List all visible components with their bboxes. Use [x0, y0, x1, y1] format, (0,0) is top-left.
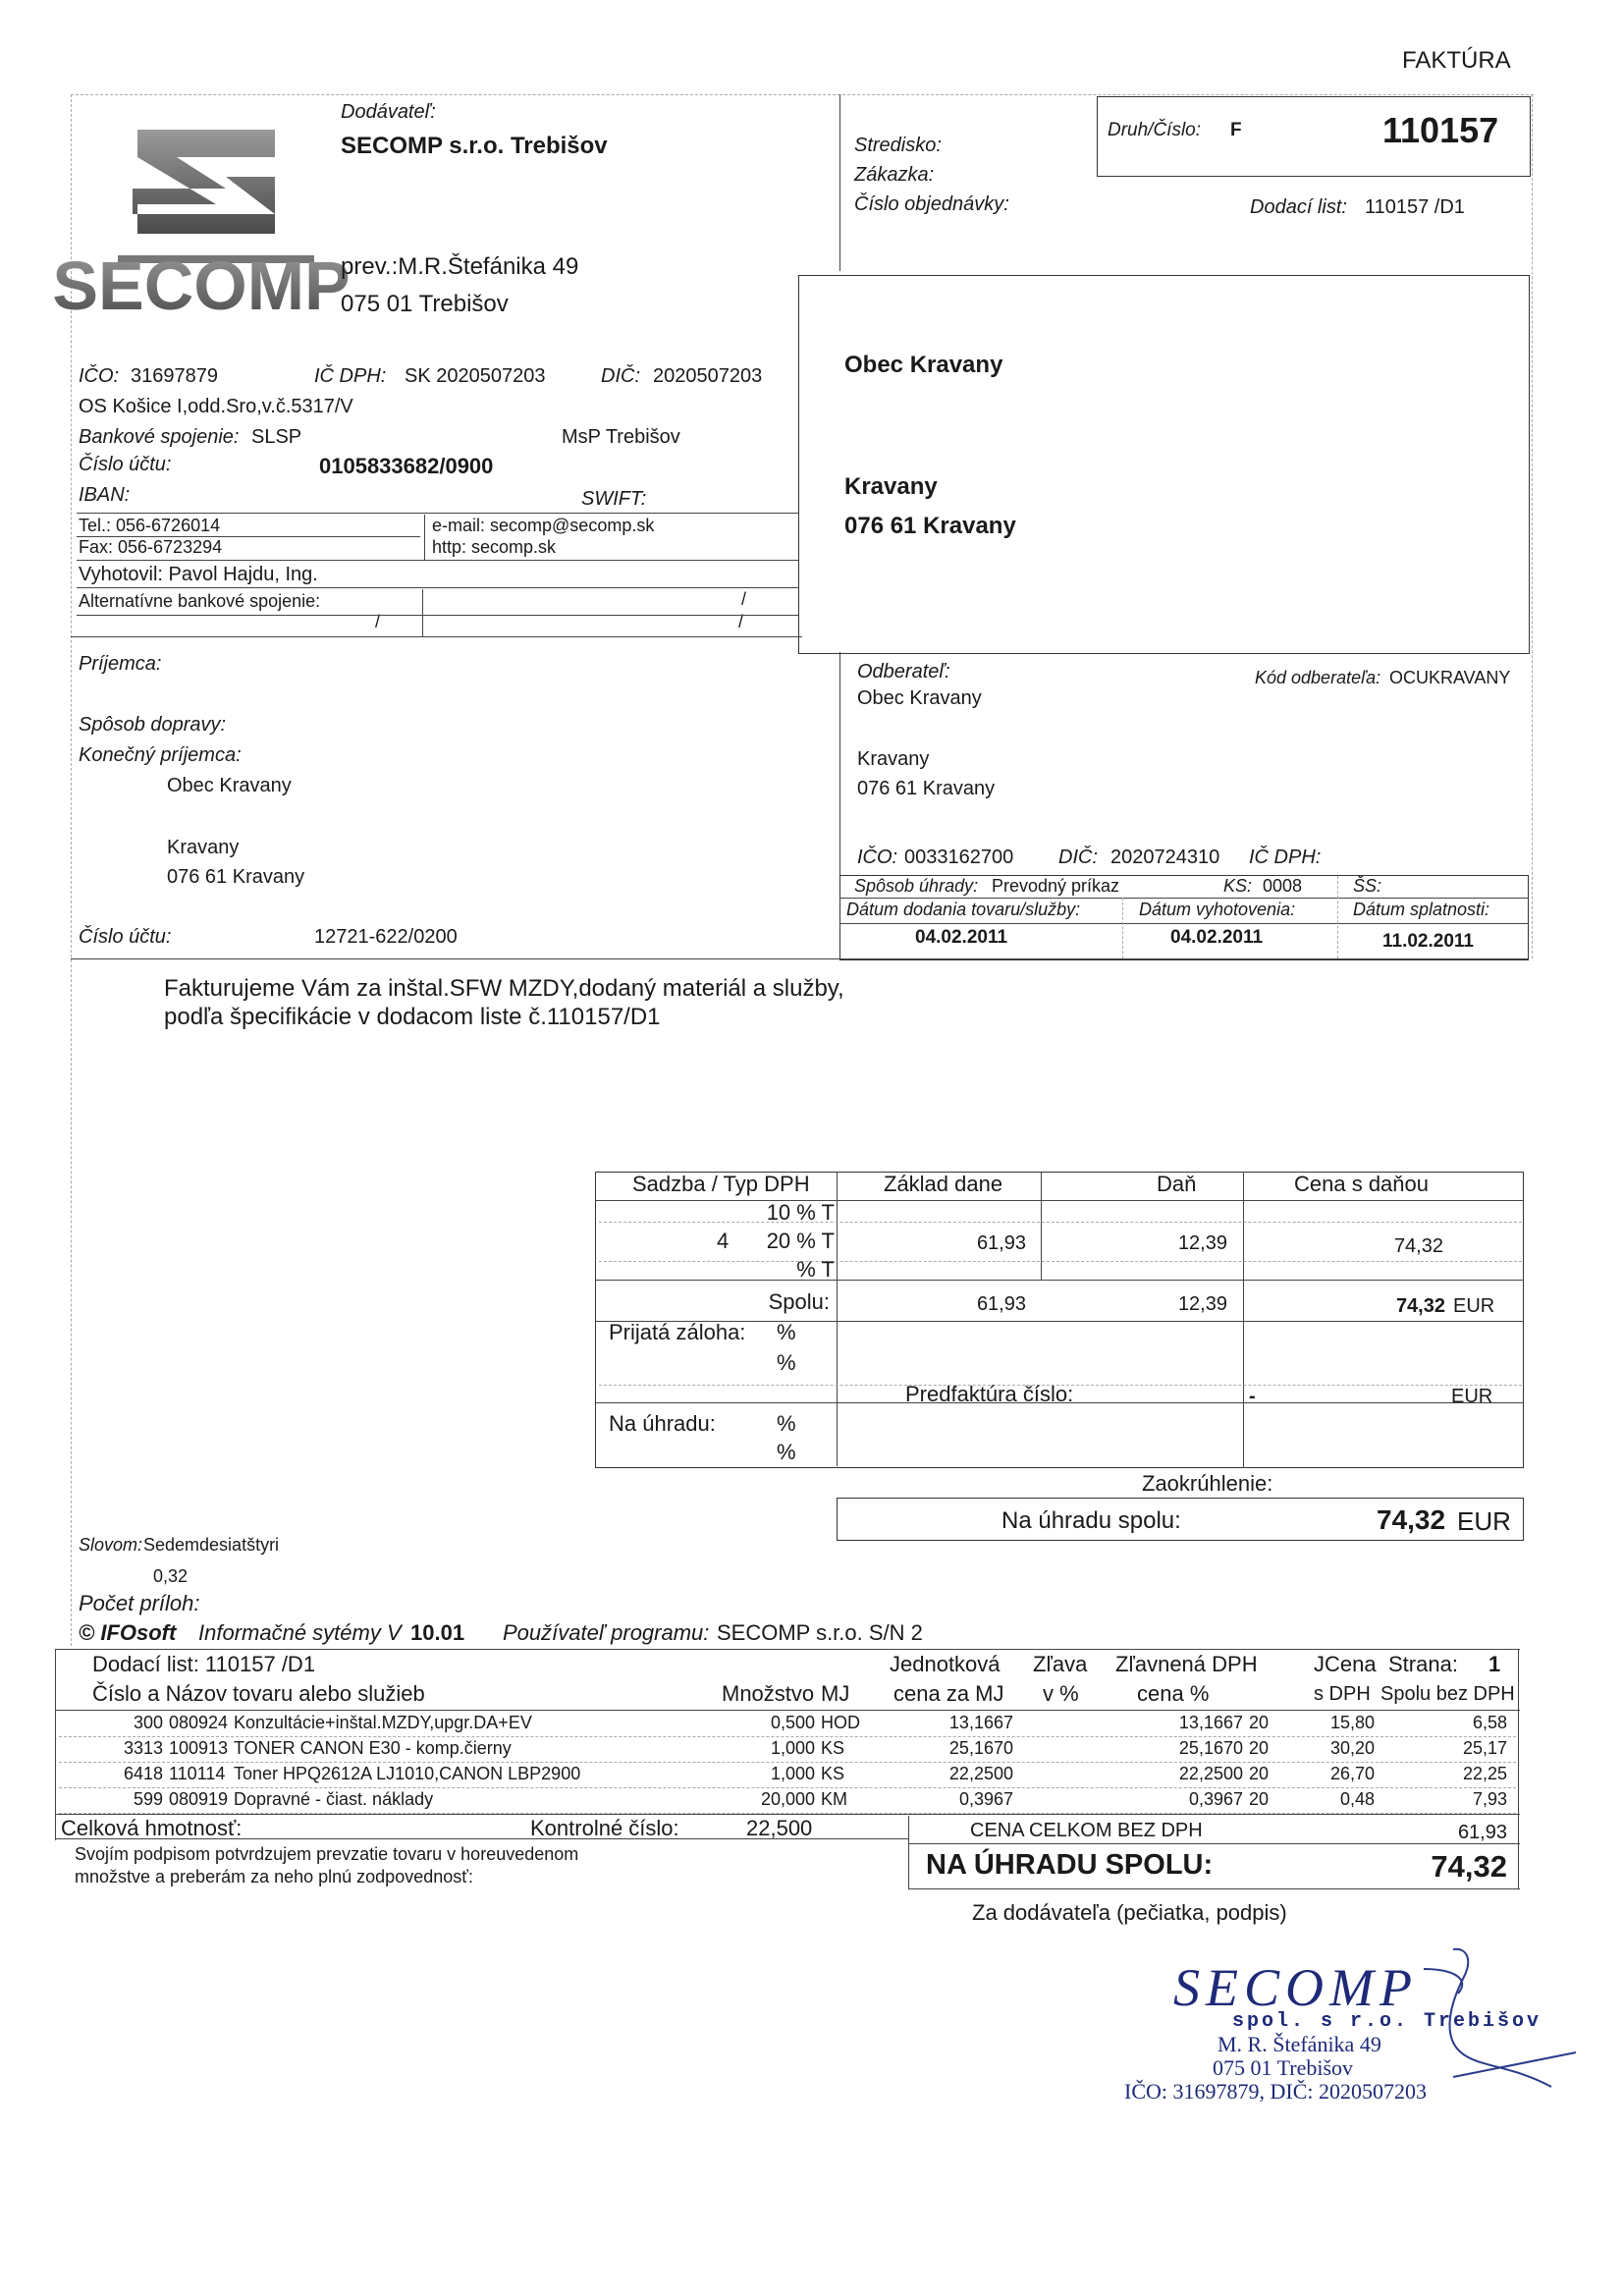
cell-no: 3313 — [123, 1738, 163, 1758]
company-stamp — [1124, 1940, 1581, 2121]
stamp-logo: SECOMP — [1173, 1958, 1418, 2017]
delivery-date: 04.02.2011 — [915, 927, 1008, 948]
cell-unit: 13,1667 — [948, 1713, 1013, 1732]
total-value: 74,32 — [1377, 1504, 1446, 1535]
cell-name: Konzultácie+inštal.MZDY,upgr.DA+EV — [234, 1713, 532, 1732]
cell-total: 7,93 — [1472, 1789, 1507, 1809]
proforma-dash: - — [1249, 1386, 1256, 1407]
total-label: Na úhradu spolu: — [1001, 1507, 1181, 1534]
table-row — [0, 1788, 1571, 1814]
vat-header-rate: Sadzba / Typ DPH — [632, 1172, 810, 1196]
issue-date: 04.02.2011 — [1170, 927, 1264, 948]
net-value: 61,93 — [1457, 1822, 1507, 1843]
payment-line-2 — [839, 923, 1529, 924]
customer-ico: 0033162700 — [904, 847, 1014, 868]
ks-label: KS: — [1223, 876, 1253, 896]
supplier-bottom-line — [71, 636, 802, 637]
customer-dic-label: DIČ: — [1058, 847, 1098, 868]
items-top-line — [55, 1649, 1520, 1650]
items-header-jcena-1: JCena — [1314, 1652, 1377, 1676]
customer-ico-label: IČO: — [857, 847, 898, 868]
supplier-name: SECOMP s.r.o. Trebišov — [341, 133, 608, 159]
items-header-mj: MJ — [821, 1681, 850, 1706]
items-dodaci: Dodací list: 110157 /D1 — [92, 1652, 316, 1676]
customer-dic: 2020724310 — [1110, 847, 1220, 868]
payment-line-1 — [839, 898, 1529, 899]
frame-left — [71, 94, 72, 1646]
items-header-page-label: Strana: — [1388, 1652, 1458, 1676]
cell-total: 6,58 — [1472, 1713, 1507, 1732]
recipient-label: Príjemca: — [79, 653, 162, 675]
address-city: Kravany — [844, 473, 938, 500]
items-page-number: 1 — [1488, 1652, 1501, 1676]
description-line-1: Fakturujeme Vám za inštal.SFW MZDY,dodaný materiál a služby, — [164, 975, 844, 1002]
stamp-line-2: M. R. Štefánika 49 — [1217, 2032, 1381, 2056]
cell-code: 110114 — [169, 1764, 226, 1783]
customer-icdph-label: IČ DPH: — [1249, 847, 1322, 868]
cell-jcena: 30,20 — [1329, 1738, 1375, 1758]
cell-dprice: 22,2500 — [1178, 1764, 1243, 1783]
objednavka-label: Číslo objednávky: — [854, 193, 1009, 215]
customer-code: OCUKRAVANY — [1389, 668, 1511, 687]
contact-divider — [424, 515, 425, 560]
issued-by: Vyhotovil: Pavol Hajdu, Ing. — [79, 564, 318, 585]
words-text: Sedemdesiatštyri — [143, 1535, 280, 1555]
vat-sum-total: 74,32 — [1395, 1295, 1445, 1317]
vat-base-20: 61,93 — [976, 1232, 1026, 1254]
vat-sum-label: Spolu: — [768, 1289, 830, 1314]
ks-value: 0008 — [1263, 876, 1303, 896]
grand-value: 74,32 — [1431, 1849, 1507, 1884]
total-currency: EUR — [1457, 1506, 1511, 1536]
net-line — [908, 1843, 1520, 1844]
software-version: 10.01 — [410, 1620, 465, 1645]
cell-no: 599 — [133, 1789, 163, 1809]
recipient-zip: 076 61 Kravany — [167, 866, 305, 888]
supplier-label: Dodávateľ: — [341, 101, 436, 123]
stredisko-label: Stredisko: — [854, 135, 942, 156]
items-header-name: Číslo a Názov tovaru alebo služieb — [92, 1681, 425, 1706]
recipient-account: 12721-622/0200 — [314, 926, 458, 948]
account-label: Číslo účtu: — [79, 454, 172, 475]
due-date: 11.02.2011 — [1382, 931, 1474, 952]
cell-jcena: 15,80 — [1329, 1713, 1375, 1732]
vat-header-tax: Daň — [1157, 1172, 1197, 1196]
cell-unit: 25,1670 — [948, 1738, 1013, 1758]
cell-no: 6418 — [123, 1764, 163, 1783]
invoice-number: 110157 — [1382, 110, 1499, 150]
supplier-street: prev.:M.R.Štefánika 49 — [341, 253, 579, 280]
dic-label: DIČ: — [601, 365, 640, 387]
doprava-label: Spôsob dopravy: — [79, 714, 227, 736]
vat-header-base: Základ dane — [884, 1172, 1003, 1196]
vat-v1 — [837, 1172, 838, 1466]
confirm-line-1: Svojím podpisom potvrdzujem prevzatie tovaru v horeuvedenom — [75, 1844, 579, 1864]
software-brand: © IFOsoft — [79, 1620, 177, 1645]
sign-label: Za dodávateľa (pečiatka, podpis) — [972, 1900, 1287, 1925]
attachments-label: Počet príloh: — [79, 1591, 200, 1615]
cell-mj: KS — [821, 1738, 845, 1758]
vat-v3 — [1243, 1172, 1244, 1468]
alt-bank-mid-line — [77, 615, 798, 616]
cell-mj: KM — [821, 1789, 847, 1809]
bank-branch: MsP Trebišov — [562, 426, 680, 448]
vat-v2 — [1041, 1172, 1042, 1280]
issue-date-label: Dátum vyhotovenia: — [1139, 900, 1296, 919]
iban-label: IBAN: — [79, 484, 131, 506]
cell-name: TONER CANON E30 - komp.čierny — [234, 1738, 512, 1758]
section-divider — [71, 958, 1529, 959]
description-line-2: podľa špecifikácie v dodacom liste č.110157/D1 — [164, 1004, 661, 1030]
bank-value: SLSP — [251, 426, 302, 448]
register-text: OS Košice I,odd.Sro,v.č.5317/V — [79, 396, 353, 417]
druh-label: Druh/Číslo: — [1108, 120, 1202, 140]
cell-vat: 20 — [1249, 1713, 1270, 1732]
items-header-unit-1: Jednotková — [890, 1652, 1001, 1676]
weight-label: Celková hmotnosť: — [61, 1816, 243, 1840]
cell-mj: HOD — [821, 1713, 860, 1732]
customer-name: Obec Kravany — [857, 687, 982, 709]
words-cents: 0,32 — [153, 1566, 189, 1586]
proforma-currency: EUR — [1451, 1386, 1493, 1407]
items-header-unit-2: cena za MJ — [893, 1681, 1004, 1706]
fax-text: Fax: 056-6723294 — [79, 537, 223, 557]
words-label: Slovom: — [79, 1535, 143, 1555]
payment-method-label: Spôsob úhrady: — [854, 876, 979, 896]
icdph-value: SK 2020507203 — [405, 365, 546, 387]
items-header-line — [55, 1710, 1520, 1711]
grand-line — [908, 1888, 1520, 1889]
icdph-label: IČ DPH: — [314, 365, 387, 387]
net-label: CENA CELKOM BEZ DPH — [970, 1820, 1203, 1841]
alt-bank-top-line — [77, 587, 798, 588]
alt-bank-slash-2: / — [375, 612, 381, 631]
konecny-label: Konečný príjemca: — [79, 744, 242, 766]
bank-label: Bankové spojenie: — [79, 426, 240, 448]
address-zip: 076 61 Kravany — [844, 513, 1016, 539]
account-value: 0105833682/0900 — [319, 454, 494, 478]
items-header-disc-2: v % — [1043, 1681, 1079, 1706]
items-bottom-line — [55, 1814, 1520, 1815]
payment-v1 — [1122, 898, 1123, 958]
items-header-disc-1: Zľava — [1033, 1652, 1088, 1676]
address-box — [798, 275, 1530, 654]
recipient-name: Obec Kravany — [167, 775, 292, 796]
email-text: e-mail: secomp@secomp.sk — [432, 516, 655, 535]
contact-mid-line — [77, 536, 420, 537]
cell-code: 100913 — [169, 1738, 229, 1758]
contact-bottom-line — [77, 560, 798, 561]
items-header-dprice-1: Zľavnená DPH — [1115, 1652, 1258, 1676]
divider-order — [839, 94, 840, 271]
vat-rate-20: 20 % T — [766, 1229, 835, 1253]
recipient-city: Kravany — [167, 837, 240, 858]
http-text: http: secomp.sk — [432, 537, 557, 557]
software-name: Informačné sytémy V — [198, 1620, 402, 1645]
druh-value: F — [1230, 120, 1242, 140]
cell-name: Toner HPQ2612A LJ1010,CANON LBP2900 — [234, 1764, 581, 1783]
dodaci-label: Dodací list: — [1250, 196, 1347, 218]
grand-label: NA ÚHRADU SPOLU: — [926, 1849, 1214, 1881]
frame-top — [71, 94, 1534, 95]
cell-code: 080924 — [169, 1713, 229, 1732]
cell-jcena: 26,70 — [1329, 1764, 1375, 1783]
cell-vat: 20 — [1249, 1738, 1270, 1758]
cell-mj: KS — [821, 1764, 845, 1783]
tel-text: Tel.: 056-6726014 — [79, 516, 221, 535]
table-row — [0, 1712, 1571, 1737]
net-box-left — [908, 1816, 909, 1888]
cell-jcena: 0,48 — [1339, 1789, 1375, 1809]
ss-label: ŠS: — [1353, 876, 1382, 896]
document-title: FAKTÚRA — [1402, 47, 1511, 74]
cell-no: 300 — [133, 1713, 163, 1732]
logo-text: SECOMP — [52, 247, 351, 324]
confirm-line-2: množstve a preberám za neho plnú zodpovednosť: — [75, 1867, 474, 1886]
vat-row-count: 4 — [717, 1229, 730, 1253]
cell-total: 25,17 — [1462, 1738, 1507, 1758]
cell-qty: 20,000 — [760, 1789, 815, 1809]
check-label: Kontrolné číslo: — [530, 1816, 679, 1840]
contact-top-line — [77, 513, 798, 514]
due-date-label: Dátum splatnosti: — [1353, 900, 1490, 919]
stamp-line-1: spol. s r.o. Trebišov — [1232, 2010, 1542, 2033]
rounding-label: Zaokrúhlenie: — [1142, 1471, 1273, 1496]
items-header-jcena-2: s DPH — [1314, 1683, 1371, 1705]
frame-right — [1532, 94, 1533, 958]
customer-zip: 076 61 Kravany — [857, 778, 996, 799]
vat-rate-empty: % T — [796, 1257, 835, 1282]
software-user-label: Používateľ programu: — [503, 1620, 710, 1645]
topay-label: Na úhradu: — [609, 1411, 716, 1436]
alt-bank-divider — [422, 589, 423, 636]
dic-value: 2020507203 — [653, 365, 763, 387]
recipient-account-label: Číslo účtu: — [79, 926, 172, 948]
cell-dprice: 13,1667 — [1178, 1713, 1243, 1732]
alt-bank-slash-3: / — [738, 612, 744, 631]
payment-method: Prevodný príkaz — [992, 876, 1120, 896]
cell-code: 080919 — [169, 1789, 229, 1809]
customer-label: Odberateľ: — [857, 661, 950, 683]
cell-name: Dopravné - čiast. náklady — [234, 1789, 434, 1809]
address-name: Obec Kravany — [844, 352, 1003, 378]
alt-bank-label: Alternatívne bankové spojenie: — [79, 591, 321, 611]
table-row — [0, 1737, 1571, 1763]
cell-unit: 22,2500 — [948, 1764, 1013, 1783]
customer-code-label: Kód odberateľa: — [1255, 668, 1381, 687]
stamp-line-4: IČO: 31697879, DIČ: 2020507203 — [1124, 2079, 1427, 2104]
advance-pct-2: % — [777, 1350, 796, 1375]
zakazka-label: Zákazka: — [854, 164, 935, 186]
items-header-qty: Množstvo — [722, 1681, 815, 1706]
proforma-label: Predfaktúra číslo: — [905, 1382, 1074, 1406]
alt-bank-slash-1: / — [741, 589, 747, 609]
swift-label: SWIFT: — [581, 488, 647, 510]
stamp-line-3: 075 01 Trebišov — [1213, 2055, 1354, 2080]
check-value: 22,500 — [746, 1816, 813, 1840]
weight-bottom-line — [55, 1838, 909, 1839]
items-header-dprice-2: cena % — [1137, 1681, 1210, 1706]
secomp-logo — [52, 118, 351, 324]
vat-sum-currency: EUR — [1453, 1295, 1495, 1317]
cell-total: 22,25 — [1462, 1764, 1507, 1783]
vat-total-20: 74,32 — [1393, 1235, 1443, 1257]
vat-sum-base: 61,93 — [976, 1293, 1026, 1315]
cell-vat: 20 — [1249, 1789, 1270, 1809]
cell-dprice: 25,1670 — [1178, 1738, 1243, 1758]
topay-pct-1: % — [777, 1411, 796, 1436]
payment-v2 — [1337, 876, 1338, 958]
ico-label: IČO: — [79, 365, 120, 387]
cell-unit: 0,3967 — [958, 1789, 1013, 1809]
vat-rate-10: 10 % T — [766, 1200, 835, 1225]
ico-value: 31697879 — [131, 365, 218, 387]
cell-qty: 0,500 — [770, 1713, 815, 1732]
software-user: SECOMP s.r.o. S/N 2 — [717, 1620, 923, 1645]
topay-pct-2: % — [777, 1440, 796, 1464]
table-row — [0, 1763, 1571, 1788]
vat-header-total: Cena s daňou — [1294, 1172, 1429, 1196]
vat-tax-20: 12,39 — [1177, 1232, 1227, 1254]
cell-qty: 1,000 — [770, 1738, 815, 1758]
delivery-date-label: Dátum dodania tovaru/služby: — [846, 900, 1081, 919]
advance-label: Prijatá záloha: — [609, 1320, 746, 1344]
customer-city: Kravany — [857, 748, 930, 770]
dodaci-value: 110157 /D1 — [1365, 196, 1465, 218]
cell-dprice: 0,3967 — [1188, 1789, 1243, 1809]
items-header-page-2: Spolu bez DPH — [1380, 1683, 1515, 1705]
cell-vat: 20 — [1249, 1764, 1270, 1783]
advance-pct-1: % — [777, 1320, 796, 1344]
cell-qty: 1,000 — [770, 1764, 815, 1783]
vat-sum-tax: 12,39 — [1177, 1293, 1227, 1315]
supplier-city: 075 01 Trebišov — [341, 291, 509, 317]
